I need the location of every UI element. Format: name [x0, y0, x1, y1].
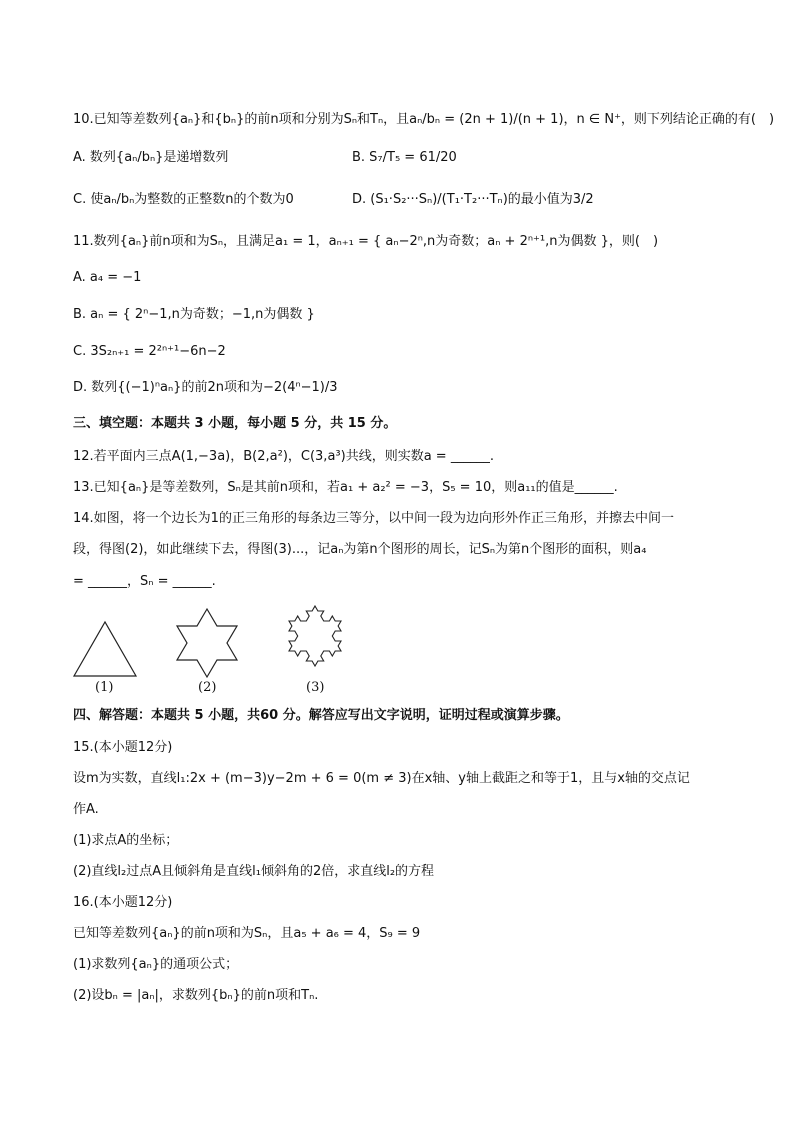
- figure-triangle: [74, 622, 136, 676]
- section-fill-in-heading: 三、填空题：本题共 3 小题，每小题 5 分，共 15 分。: [73, 416, 397, 431]
- q15-part2: (2)直线l₂过点A且倾斜角是直线l₁倾斜角的2倍，求直线l₂的方程: [73, 864, 435, 879]
- q14-line2: 段，得图(2)，如此继续下去，得图(3)...，记aₙ为第n个图形的周长，记Sₙ为第n个图形的面积，则a₄: [73, 542, 647, 557]
- q10-option-c: C. 使aₙ/bₙ为整数的正整数n的个数为0: [73, 192, 294, 207]
- q11-option-a: A. a₄ = −1: [73, 270, 142, 285]
- koch-figures-svg: [60, 598, 390, 680]
- q16-part1: (1)求数列{aₙ}的通项公式；: [73, 957, 239, 972]
- q16-part2: (2)设bₙ = |aₙ|，求数列{bₙ}的前n项和Tₙ.: [73, 988, 319, 1003]
- q10-stem: 10.已知等差数列{aₙ}和{bₙ}的前n项和分别为Sₙ和Tₙ，且aₙ/bₙ = (2n + 1)/(n + 1)，n ∈ N⁺，则下列结论正确的有( ): [73, 112, 775, 127]
- figure-caption-2: (2): [198, 680, 217, 695]
- q11-option-d: D. 数列{(−1)ⁿaₙ}的前2n项和为−2(4ⁿ−1)/3: [73, 380, 338, 395]
- q13: 13.已知{aₙ}是等差数列，Sₙ是其前n项和，若a₁ + a₂² = −3，S₅ = 10，则a₁₁的值是______.: [73, 480, 618, 495]
- figure-star: [177, 609, 237, 677]
- q11-option-b: B. aₙ = { 2ⁿ−1,n为奇数；−1,n为偶数 }: [73, 307, 315, 322]
- q12: 12.若平面内三点A(1,−3a)，B(2,a²)，C(3,a³)共线，则实数a = ______.: [73, 449, 494, 464]
- q16-stem: 已知等差数列{aₙ}的前n项和为Sₙ，且a₅ + a₆ = 4，S₉ = 9: [73, 926, 421, 941]
- q16-heading: 16.(本小题12分): [73, 895, 173, 910]
- q10-option-d: D. (S₁·S₂···Sₙ)/(T₁·T₂···Tₙ)的最小值为3/2: [352, 192, 594, 207]
- q14-line3: = ______，Sₙ = ______.: [73, 574, 216, 589]
- q15-part1: (1)求点A的坐标；: [73, 833, 179, 848]
- section-answer-heading: 四、解答题：本题共 5 小题，共60 分。解答应写出文字说明，证明过程或演算步骤。: [73, 708, 569, 723]
- q15-stem-line2: 作A.: [73, 802, 99, 817]
- figure-snowflake: [289, 606, 341, 666]
- koch-figures: [60, 598, 390, 698]
- q15-stem-line1: 设m为实数，直线l₁:2x + (m−3)y−2m + 6 = 0(m ≠ 3)在x轴、y轴上截距之和等于1，且与x轴的交点记: [73, 771, 690, 786]
- q10-option-a: A. 数列{aₙ/bₙ}是递增数列: [73, 150, 229, 165]
- q14-line1: 14.如图，将一个边长为1的正三角形的每条边三等分，以中间一段为边向形外作正三角形，并擦去中间一: [73, 511, 674, 526]
- q11-option-c: C. 3S₂ₙ₊₁ = 2²ⁿ⁺¹−6n−2: [73, 344, 226, 359]
- figure-caption-1: (1): [95, 680, 114, 695]
- q10-option-b: B. S₇/T₅ = 61/20: [352, 150, 457, 165]
- q11-stem: 11.数列{aₙ}前n项和为Sₙ，且满足a₁ = 1，aₙ₊₁ = { aₙ−2ⁿ,n为奇数；aₙ + 2ⁿ⁺¹,n为偶数 }，则( ): [73, 234, 659, 249]
- figure-caption-3: (3): [306, 680, 325, 695]
- q15-heading: 15.(本小题12分): [73, 740, 173, 755]
